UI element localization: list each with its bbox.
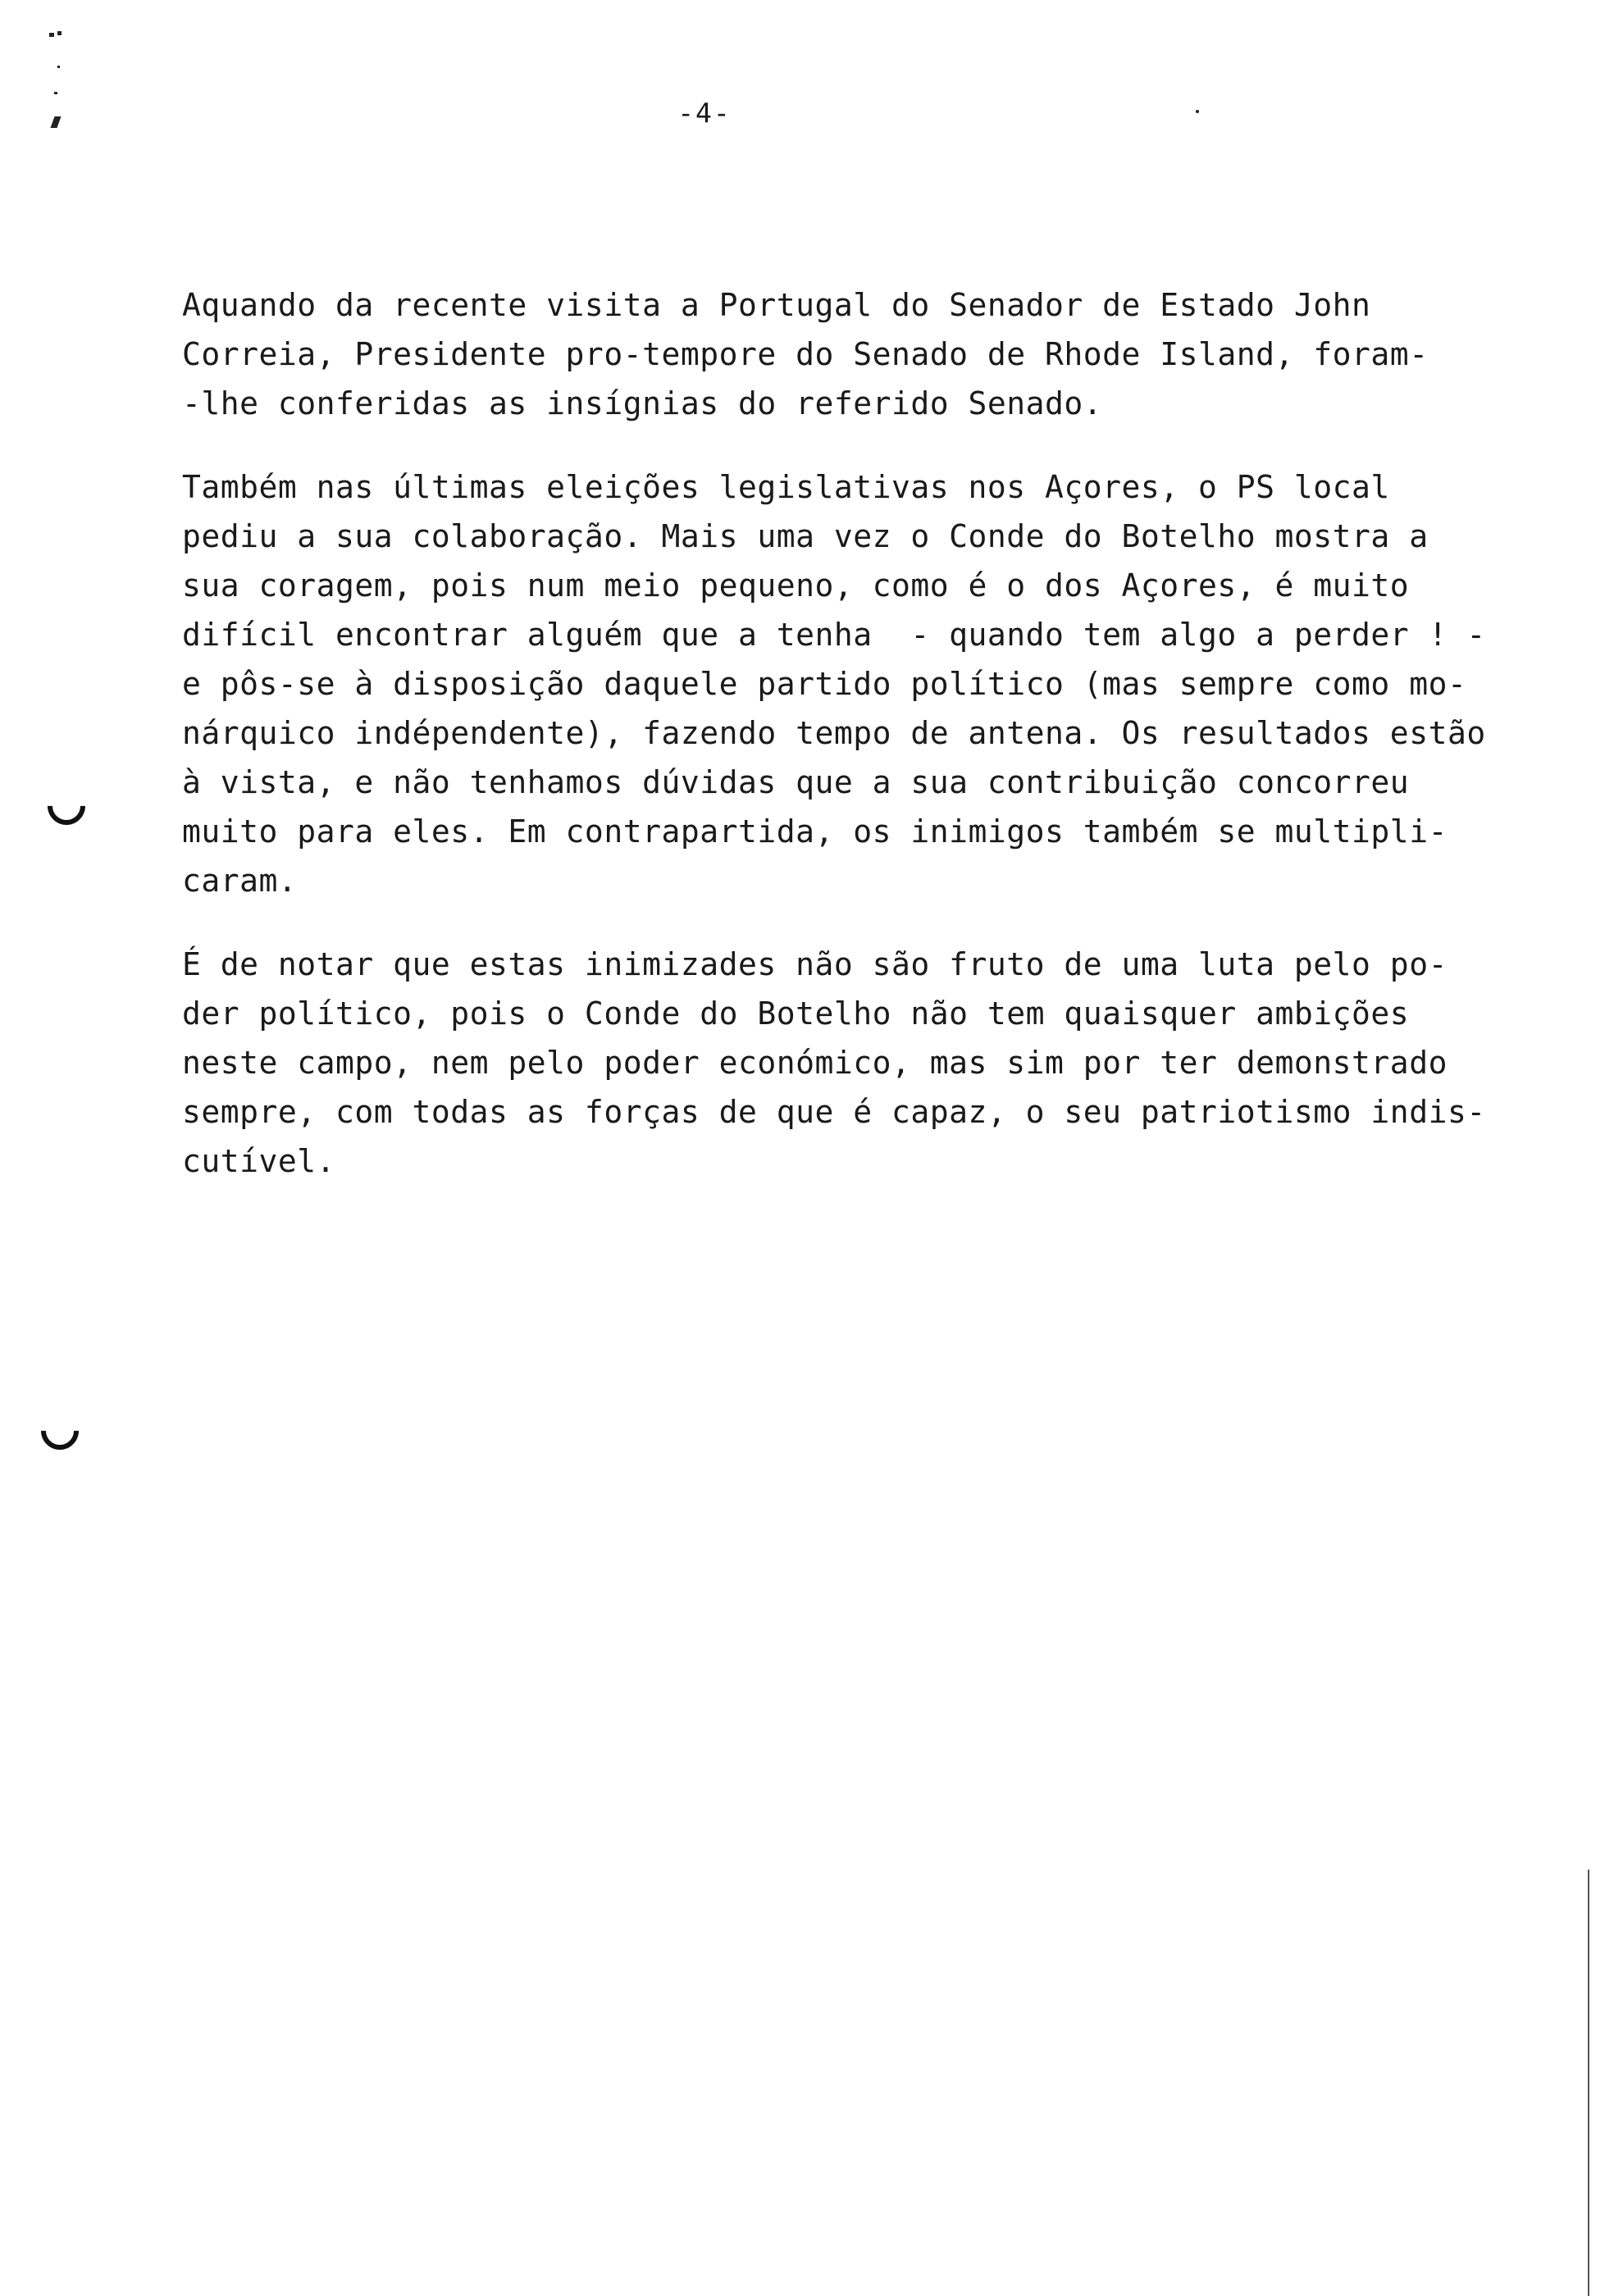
text-line: der político, pois o Conde do Botelho não tem quaisquer ambições [182,995,1410,1032]
scan-speck [54,92,57,94]
text-line: -lhe conferidas as insígnias do referido Senado. [182,385,1103,421]
text-line: sempre, com todas as forças de que é capaz, o seu patriotismo indis- [182,1094,1486,1130]
paragraph [182,462,1560,905]
body-text [182,280,1560,1186]
text-line: neste campo, nem pelo poder económico, mas sim por ter demonstrado [182,1045,1448,1081]
scan-speck [57,66,60,68]
text-line: Aquando da recente visita a Portugal do Senador de Estado John [182,287,1371,323]
text-line: caram. [182,863,298,899]
text-line: Correia, Presidente pro-tempore do Senado de Rhode Island, foram- [182,336,1429,372]
punch-hole-mark [39,779,93,832]
scan-speck [49,33,54,37]
text-line: cutível. [182,1143,336,1179]
text-line: É de notar que estas inimizades não são fruto de uma luta pelo po- [182,946,1448,982]
text-line: pediu a sua colaboração. Mais uma vez o Conde do Botelho mostra a [182,518,1429,554]
paragraph [182,940,1560,1186]
text-line: nárquico indépendente), fazendo tempo de antena. Os resultados estão [182,715,1486,751]
punch-hole-mark [33,1404,86,1457]
text-line: sua coragem, pois num meio pequeno, como é o dos Açores, é muito [182,567,1410,604]
text-line: à vista, e não tenhamos dúvidas que a sua contribuição concorreu [182,764,1410,800]
page-edge-line [1588,1870,1589,2296]
text-line: difícil encontrar alguém que a tenha - quando tem algo a perder ! - [182,617,1486,653]
text-line: Também nas últimas eleições legislativas nos Açores, o PS local [182,469,1390,505]
scan-speck [57,31,62,35]
paragraph [182,280,1560,428]
page-number: -4- [677,97,732,129]
text-line: e pôs-se à disposição daquele partido político (mas sempre como mo- [182,666,1467,702]
text-line: muito para eles. Em contrapartida, os inimigos também se multipli- [182,813,1448,850]
